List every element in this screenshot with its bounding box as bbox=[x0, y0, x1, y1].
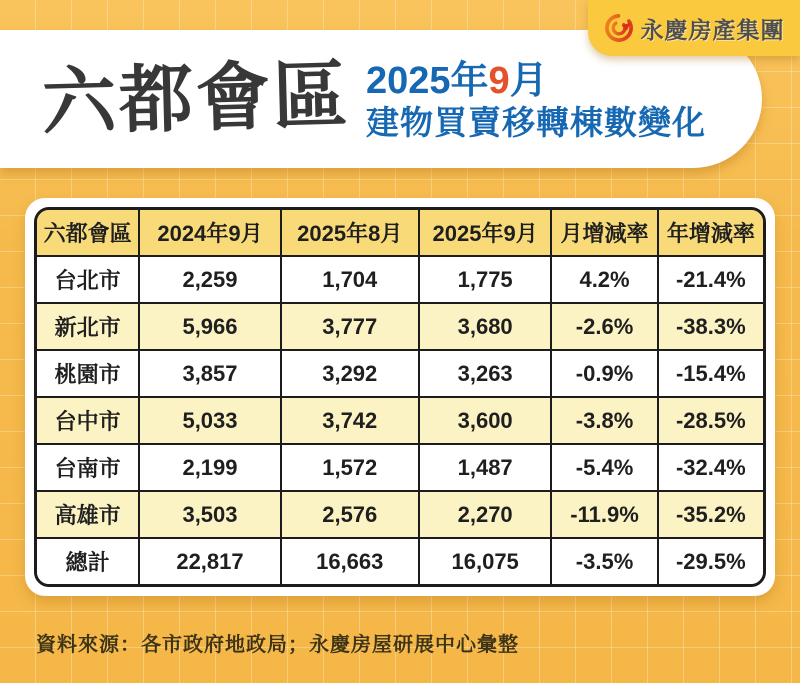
table-row bbox=[36, 303, 764, 350]
cell-city: 台中市 bbox=[36, 397, 139, 444]
header-mom-change: 月增減率 bbox=[551, 209, 657, 256]
table-header-row bbox=[36, 209, 764, 256]
data-source-note: 資料來源：各市政府地政局；永慶房屋研展中心彙整 bbox=[36, 634, 519, 656]
table-row bbox=[36, 256, 764, 303]
cell-city: 台南市 bbox=[36, 444, 139, 491]
subtitle-month-suffix: 月 bbox=[509, 60, 548, 103]
cell-yoy: -28.5% bbox=[658, 397, 764, 444]
table-row bbox=[36, 444, 764, 491]
cell-2024-09: 2,259 bbox=[139, 256, 280, 303]
cell-2025-09: 3,263 bbox=[419, 350, 551, 397]
cell-mom: -11.9% bbox=[551, 491, 657, 538]
cell-2024-09: 5,033 bbox=[139, 397, 280, 444]
page-subtitle bbox=[366, 59, 706, 143]
cell-mom: -3.8% bbox=[551, 397, 657, 444]
cell-2025-09: 3,680 bbox=[419, 303, 551, 350]
data-table-card bbox=[25, 198, 775, 596]
cell-2025-08: 16,663 bbox=[281, 538, 419, 585]
header-2025-08: 2025年8月 bbox=[281, 209, 419, 256]
cell-mom: -2.6% bbox=[551, 303, 657, 350]
table-row-total bbox=[36, 538, 764, 585]
cell-yoy: -29.5% bbox=[658, 538, 764, 585]
cell-mom: -5.4% bbox=[551, 444, 657, 491]
cell-2024-09: 2,199 bbox=[139, 444, 280, 491]
cell-2025-08: 3,777 bbox=[281, 303, 419, 350]
cell-city: 總計 bbox=[36, 538, 139, 585]
cell-2024-09: 22,817 bbox=[139, 538, 280, 585]
cell-city: 高雄市 bbox=[36, 491, 139, 538]
cell-2024-09: 5,966 bbox=[139, 303, 280, 350]
cell-mom: -3.5% bbox=[551, 538, 657, 585]
cell-city: 台北市 bbox=[36, 256, 139, 303]
cell-city: 桃園市 bbox=[36, 350, 139, 397]
subtitle-month-number: 9 bbox=[488, 60, 510, 103]
header-2024-09: 2024年9月 bbox=[139, 209, 280, 256]
cell-2024-09: 3,503 bbox=[139, 491, 280, 538]
cell-yoy: -35.2% bbox=[658, 491, 764, 538]
table-row bbox=[36, 397, 764, 444]
cell-2024-09: 3,857 bbox=[139, 350, 280, 397]
header-2025-09: 2025年9月 bbox=[419, 209, 551, 256]
cell-2025-09: 1,487 bbox=[419, 444, 551, 491]
cell-yoy: -21.4% bbox=[658, 256, 764, 303]
cell-yoy: -32.4% bbox=[658, 444, 764, 491]
transactions-table bbox=[35, 208, 765, 586]
cell-yoy: -38.3% bbox=[658, 303, 764, 350]
page-title: 六都會區 bbox=[40, 52, 352, 145]
cell-2025-08: 1,704 bbox=[281, 256, 419, 303]
table-row bbox=[36, 491, 764, 538]
cell-2025-09: 3,600 bbox=[419, 397, 551, 444]
subtitle-period bbox=[366, 59, 706, 104]
cell-mom: 4.2% bbox=[551, 256, 657, 303]
subtitle-year: 2025年 bbox=[366, 60, 489, 103]
table-row bbox=[36, 350, 764, 397]
header-region: 六都會區 bbox=[36, 209, 139, 256]
data-table-frame bbox=[34, 207, 766, 587]
cell-2025-08: 1,572 bbox=[281, 444, 419, 491]
cell-2025-09: 2,270 bbox=[419, 491, 551, 538]
cell-2025-09: 1,775 bbox=[419, 256, 551, 303]
cell-2025-08: 3,742 bbox=[281, 397, 419, 444]
brand-tab bbox=[588, 0, 800, 56]
header-yoy-change: 年增減率 bbox=[658, 209, 764, 256]
cell-yoy: -15.4% bbox=[658, 350, 764, 397]
yungching-logo-icon bbox=[604, 13, 634, 43]
cell-2025-08: 3,292 bbox=[281, 350, 419, 397]
cell-city: 新北市 bbox=[36, 303, 139, 350]
brand-name: 永慶房產集團 bbox=[640, 16, 785, 43]
cell-2025-08: 2,576 bbox=[281, 491, 419, 538]
subtitle-description: 建物買賣移轉棟數變化 bbox=[366, 103, 706, 141]
cell-2025-09: 16,075 bbox=[419, 538, 551, 585]
cell-mom: -0.9% bbox=[551, 350, 657, 397]
